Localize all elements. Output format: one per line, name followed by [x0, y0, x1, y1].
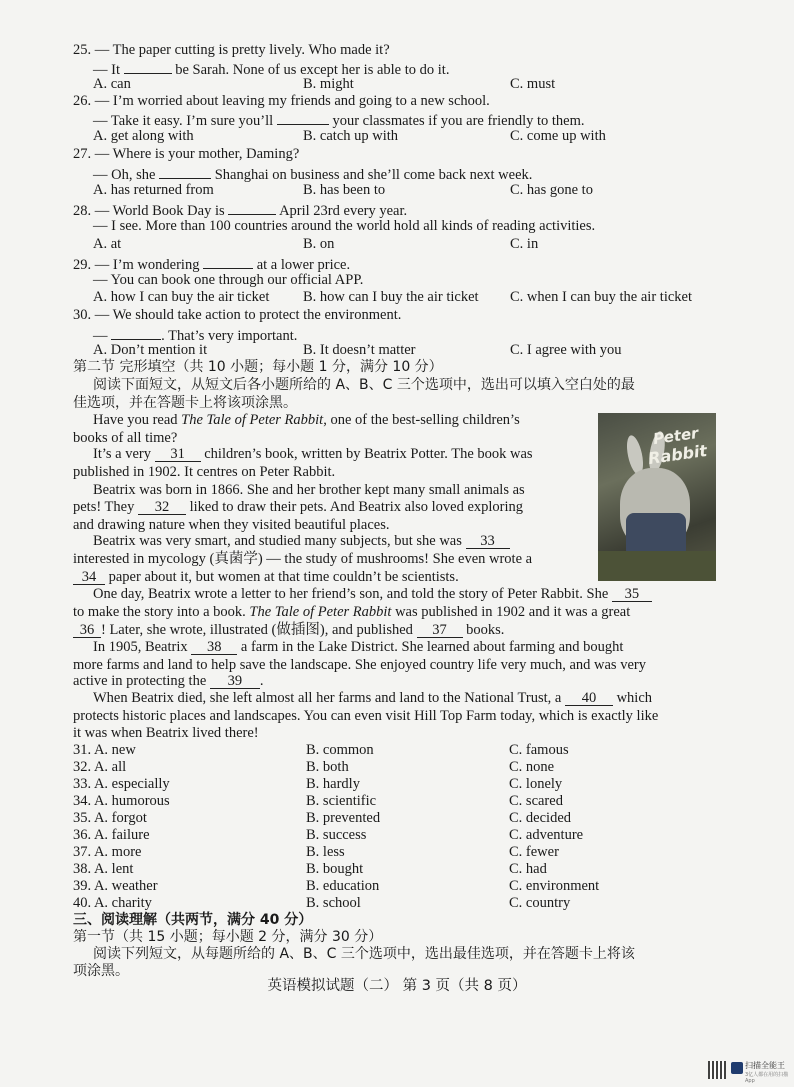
question-29-options: A. how I can buy the air ticket B. how can I buy the air ticket C. when I can buy the air ticket	[93, 289, 692, 305]
options-34: 34. A. humorous B. scientific C. scared	[73, 793, 563, 809]
answer-blank	[228, 200, 276, 215]
passage-line: pets! They 32 liked to draw their pets. And Beatrix also loved exploring	[73, 499, 524, 515]
options-39: 39. A. weather B. education C. environment	[73, 878, 600, 894]
section-2-instructions-cont: 佳选项，并在答题卡上将该项涂黑。	[73, 395, 297, 411]
section-2-heading: 第二节 完形填空（共 10 小题；每小题 1 分，满分 10 分）	[73, 359, 443, 375]
section-3-heading: 三、阅读理解（共两节，满分 40 分）	[73, 912, 313, 928]
passage-line: 36 ! Later, she wrote, illustrated (做插图), and published 37 books.	[73, 622, 504, 639]
options-31: 31. A. new B. common C. famous	[73, 742, 569, 758]
passage-line: Have you read The Tale of Peter Rabbit, one of the best-selling children’s	[93, 412, 520, 428]
options-33: 33. A. especially B. hardly C. lonely	[73, 776, 563, 792]
passage-line: 34 paper about it, but women at that time couldn’t be scientists.	[73, 569, 459, 586]
passage-line: protects historic places and landscapes. You can even visit Hill Top Farm today, which is exactly like	[73, 708, 659, 724]
question-27: 27. — Where is your mother, Daming?	[73, 146, 300, 162]
question-25-options: A. can B. might C. must	[93, 76, 556, 92]
blank-36: 36	[73, 623, 101, 638]
passage-line: In 1905, Beatrix 38 a farm in the Lake District. She learned about farming and bought	[93, 639, 624, 655]
question-25-response: — It be Sarah. None of us except her is able to do it.	[93, 59, 449, 79]
section-3-subheading: 第一节（共 15 小题；每小题 2 分，满分 30 分）	[73, 929, 383, 945]
blank-38: 38	[191, 640, 237, 655]
blank-35: 35	[612, 587, 652, 602]
passage-line: One day, Beatrix wrote a letter to her friend’s son, and told the story of Peter Rabbit. She 35	[93, 586, 652, 603]
section-3-instructions-cont: 项涂黑。	[73, 963, 129, 979]
question-30: 30. — We should take action to protect the environment.	[73, 307, 402, 323]
passage-line: published in 1902. It centres on Peter Rabbit.	[73, 464, 336, 480]
watermark-subtitle: 3亿人都在用的扫描App	[745, 1072, 789, 1084]
passage-line: it was when Beatrix lived there!	[73, 725, 259, 741]
blank-32: 32	[138, 500, 186, 515]
question-26-response: — Take it easy. I’m sure you’ll your classmates if you are friendly to them.	[93, 110, 585, 130]
question-29-response: — You can book one through our official APP.	[93, 272, 364, 288]
blank-40: 40	[565, 691, 613, 706]
blank-39: 39	[210, 674, 260, 689]
question-27-response: — Oh, she Shanghai on business and she’ll come back next week.	[93, 164, 532, 184]
blank-33: 33	[466, 534, 510, 549]
passage-line: When Beatrix died, she left almost all her farms and land to the National Trust, a 40 which	[93, 690, 653, 706]
page-footer: 英语模拟试题（二） 第 3 页（共 8 页）	[267, 978, 527, 994]
passage-line: to make the story into a book. The Tale of Peter Rabbit was published in 1902 and it was a great	[73, 604, 631, 620]
question-25: 25. — The paper cutting is pretty lively. Who made it?	[73, 42, 390, 58]
question-28-options: A. at B. on C. in	[93, 236, 539, 252]
passage-line: Beatrix was very smart, and studied many subjects, but she was 33	[93, 533, 510, 550]
peter-rabbit-cover-image: Peter Rabbit	[598, 413, 716, 581]
passage-line: and drawing nature when they visited beautiful places.	[73, 517, 390, 533]
blank-34: 34	[73, 570, 105, 585]
passage-line: more farms and land to help save the landscape. She enjoyed country life very much, and was very	[73, 657, 646, 673]
question-29: 29. — I’m wondering at a lower price.	[73, 254, 350, 274]
answer-blank	[159, 164, 211, 179]
question-28-response: — I see. More than 100 countries around the world hold all kinds of reading activities.	[93, 218, 596, 234]
answer-blank	[124, 59, 172, 74]
passage-line: active in protecting the 39 .	[73, 673, 264, 689]
question-27-options: A. has returned from B. has been to C. has gone to	[93, 182, 593, 198]
qr-code-icon	[708, 1061, 726, 1079]
answer-blank	[277, 110, 329, 125]
blank-31: 31	[155, 447, 201, 462]
options-32: 32. A. all B. both C. none	[73, 759, 555, 775]
options-35: 35. A. forgot B. prevented C. decided	[73, 810, 572, 826]
passage-line: books of all time?	[73, 430, 178, 446]
question-28: 28. — World Book Day is April 23rd every year.	[73, 200, 407, 220]
blank-37: 37	[417, 623, 463, 638]
question-30-options: A. Don’t mention it B. It doesn’t matter C. I agree with you	[93, 342, 622, 358]
options-38: 38. A. lent B. bought C. had	[73, 861, 547, 877]
options-40: 40. A. charity B. school C. country	[73, 895, 571, 911]
section-2-instructions: 阅读下面短文，从短文后各小题所给的 A、B、C 三个选项中，选出可以填入空白处的最	[93, 377, 635, 393]
passage-line: interested in mycology (真菌学) — the study of mushrooms! She even wrote a	[73, 551, 533, 567]
question-26-options: A. get along with B. catch up with C. come up with	[93, 128, 606, 144]
section-3-instructions: 阅读下列短文，从每题所给的 A、B、C 三个选项中，选出最佳选项，并在答题卡上将该	[93, 946, 635, 962]
answer-blank	[111, 325, 161, 340]
answer-blank	[203, 254, 253, 269]
scanner-logo-icon	[731, 1062, 743, 1074]
options-36: 36. A. failure B. success C. adventure	[73, 827, 584, 843]
passage-line: Beatrix was born in 1866. She and her brother kept many small animals as	[93, 482, 525, 498]
watermark-brand: 扫描全能王	[745, 1061, 785, 1070]
question-30-response: — . That’s very important.	[93, 325, 297, 345]
passage-line: It’s a very 31 children’s book, written by Beatrix Potter. The book was	[93, 446, 533, 462]
question-26: 26. — I’m worried about leaving my friends and going to a new school.	[73, 93, 490, 109]
options-37: 37. A. more B. less C. fewer	[73, 844, 559, 860]
